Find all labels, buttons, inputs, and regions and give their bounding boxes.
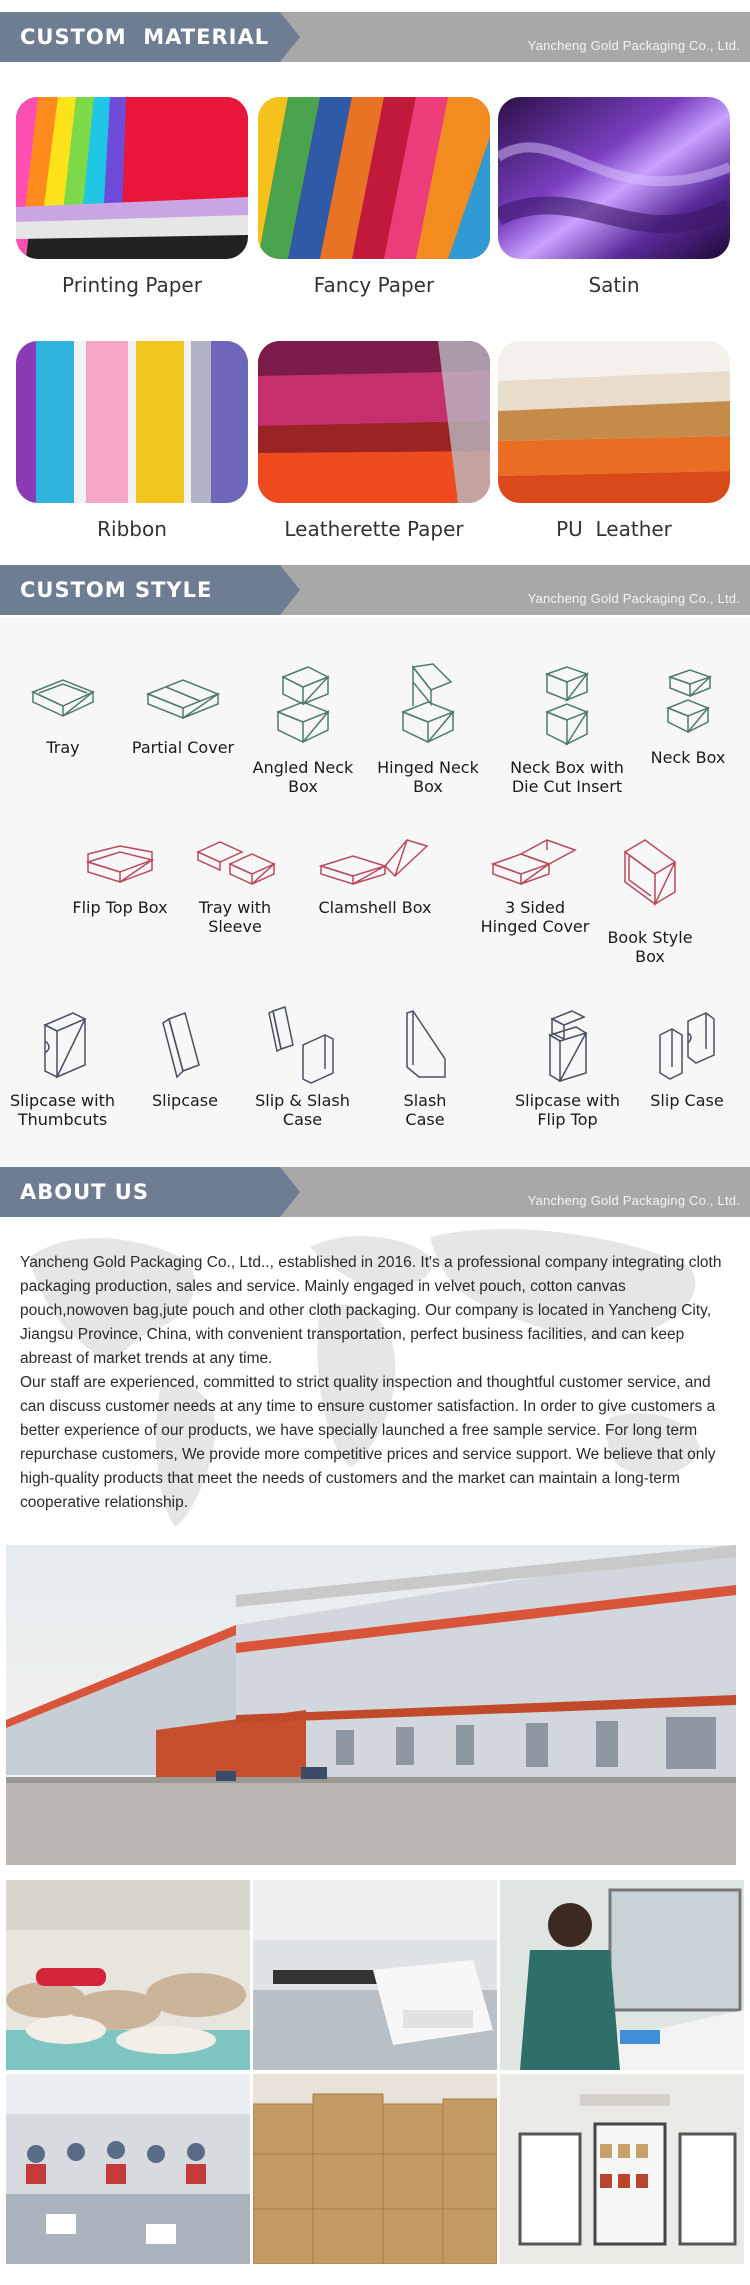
neck-box-icon (658, 662, 718, 742)
section-title-style: CUSTOM STYLE (20, 578, 213, 602)
style-label: Flip Top Box (72, 898, 168, 917)
book-style-box-icon (615, 832, 685, 922)
workshop-photo-3 (500, 1880, 744, 2070)
three-sided-hinged-icon (485, 832, 585, 892)
style-tray[interactable] (8, 662, 118, 757)
ribbon-swatch (16, 341, 248, 503)
style-label: Slip & Slash Case (255, 1091, 350, 1129)
company-name: Yancheng Gold Packaging Co., Ltd. (527, 1193, 740, 1208)
style-label: Slipcase (152, 1091, 218, 1110)
style-grid (0, 617, 750, 1170)
pu-leather-swatch (498, 341, 730, 503)
about-text-block (0, 1217, 750, 1537)
style-label: Slipcase with Thumbcuts (9, 1091, 115, 1129)
company-name: Yancheng Gold Packaging Co., Ltd. (527, 591, 740, 606)
slipcase-thumbcuts-icon (33, 1005, 93, 1085)
leatherette-paper-swatch (258, 341, 490, 503)
style-slipcase-thumbcuts[interactable] (0, 1005, 125, 1129)
section-title-about: ABOUT US (20, 1180, 149, 1204)
style-label: Tray (46, 738, 80, 757)
style-flip-top-box[interactable] (60, 832, 180, 917)
style-book-style-box[interactable] (600, 832, 700, 966)
style-clamshell-box[interactable] (305, 832, 445, 917)
style-slipcase-flip-top[interactable] (500, 1005, 635, 1129)
style-tray-sleeve[interactable] (175, 832, 295, 936)
material-leatherette-paper[interactable] (258, 341, 490, 541)
style-label: Tray with Sleeve (198, 898, 272, 936)
material-label: Leatherette Paper (284, 517, 464, 541)
slip-case-icon (652, 1005, 722, 1085)
slash-case-icon (395, 1005, 455, 1085)
style-label: Slip Case (650, 1091, 724, 1110)
style-label: 3 Sided Hinged Cover (480, 898, 590, 936)
satin-swatch (498, 97, 730, 259)
slipcase-icon (155, 1005, 215, 1085)
style-angled-neck-box[interactable] (243, 662, 363, 796)
style-hinged-neck-box[interactable] (368, 662, 488, 796)
style-label: Neck Box with Die Cut Insert (510, 758, 624, 796)
style-label: Partial Cover (131, 738, 235, 757)
material-printing-paper[interactable] (16, 97, 248, 297)
company-name: Yancheng Gold Packaging Co., Ltd. (527, 38, 740, 53)
tray-sleeve-icon (190, 832, 280, 892)
slipcase-flip-top-icon (538, 1005, 598, 1085)
material-section-header (0, 12, 750, 62)
style-label: Book Style Box (607, 928, 693, 966)
clamshell-box-icon (315, 832, 435, 892)
style-section-header (0, 565, 750, 615)
hinged-neck-box-icon (393, 662, 463, 752)
section-title-material: CUSTOM MATERIAL (20, 25, 270, 49)
factory-photo (6, 1545, 736, 1865)
angled-neck-box-icon (268, 662, 338, 752)
style-slip-slash-case[interactable] (240, 1005, 365, 1129)
style-label: Hinged Neck Box (377, 758, 479, 796)
style-slip-case[interactable] (637, 1005, 737, 1110)
style-label: Slipcase with Flip Top (514, 1091, 620, 1129)
material-label: PU Leather (556, 517, 672, 541)
material-label: Ribbon (97, 517, 167, 541)
style-3-sided-hinged[interactable] (470, 832, 600, 936)
material-pu-leather[interactable] (498, 341, 730, 541)
style-neck-box[interactable] (638, 662, 738, 767)
material-label: Satin (588, 273, 640, 297)
material-label: Fancy Paper (313, 273, 435, 297)
style-label: Angled Neck Box (252, 758, 354, 796)
material-fancy-paper[interactable] (258, 97, 490, 297)
material-ribbon[interactable] (16, 341, 248, 541)
style-label: Slash Case (403, 1091, 447, 1129)
workshop-photo-4 (6, 2074, 250, 2264)
workshop-photo-5 (253, 2074, 497, 2264)
flip-top-box-icon (80, 832, 160, 892)
style-partial-cover[interactable] (123, 662, 243, 757)
style-neck-box-insert[interactable] (497, 662, 637, 796)
style-label: Clamshell Box (318, 898, 432, 917)
neck-box-insert-icon (537, 662, 597, 752)
printing-paper-swatch (16, 97, 248, 259)
about-paragraph-2: Our staff are experienced, committed to strict quality inspection and thoughtful customer service, and can discuss customer needs at any time to ensure customer satisfaction. In order to give customers a better experience of our products, we have specially launched a free sample service. For long term repurchase customers, We provide more competitive prices and service support. We believe that only high-quality products that meet the needs of customers and the market can maintain a long-term cooperative relationship. (20, 1374, 716, 1511)
material-satin[interactable] (498, 97, 730, 297)
style-slash-case[interactable] (370, 1005, 480, 1129)
style-label: Neck Box (650, 748, 726, 767)
style-slipcase[interactable] (130, 1005, 240, 1110)
slip-slash-case-icon (263, 1005, 343, 1085)
material-label: Printing Paper (62, 273, 202, 297)
about-paragraph-1: Yancheng Gold Packaging Co., Ltd.., established in 2016. It's a professional company integrating cloth packaging production, sales and service. Mainly engaged in velvet pouch, cotton canvas pouch,nowoven bag,jute pouch and other cloth packaging. Our company is located in Yancheng City, Jiangsu Province, China, with convenient transportation, perfect business facilities, and can keep abreast of market trends at any time. (20, 1254, 722, 1367)
workshop-photo-1 (6, 1880, 250, 2070)
fancy-paper-swatch (258, 97, 490, 259)
workshop-photo-2 (253, 1880, 497, 2070)
partial-cover-icon (138, 662, 228, 732)
workshop-photo-6 (500, 2074, 744, 2264)
tray-icon (23, 662, 103, 732)
about-section-header (0, 1167, 750, 1217)
